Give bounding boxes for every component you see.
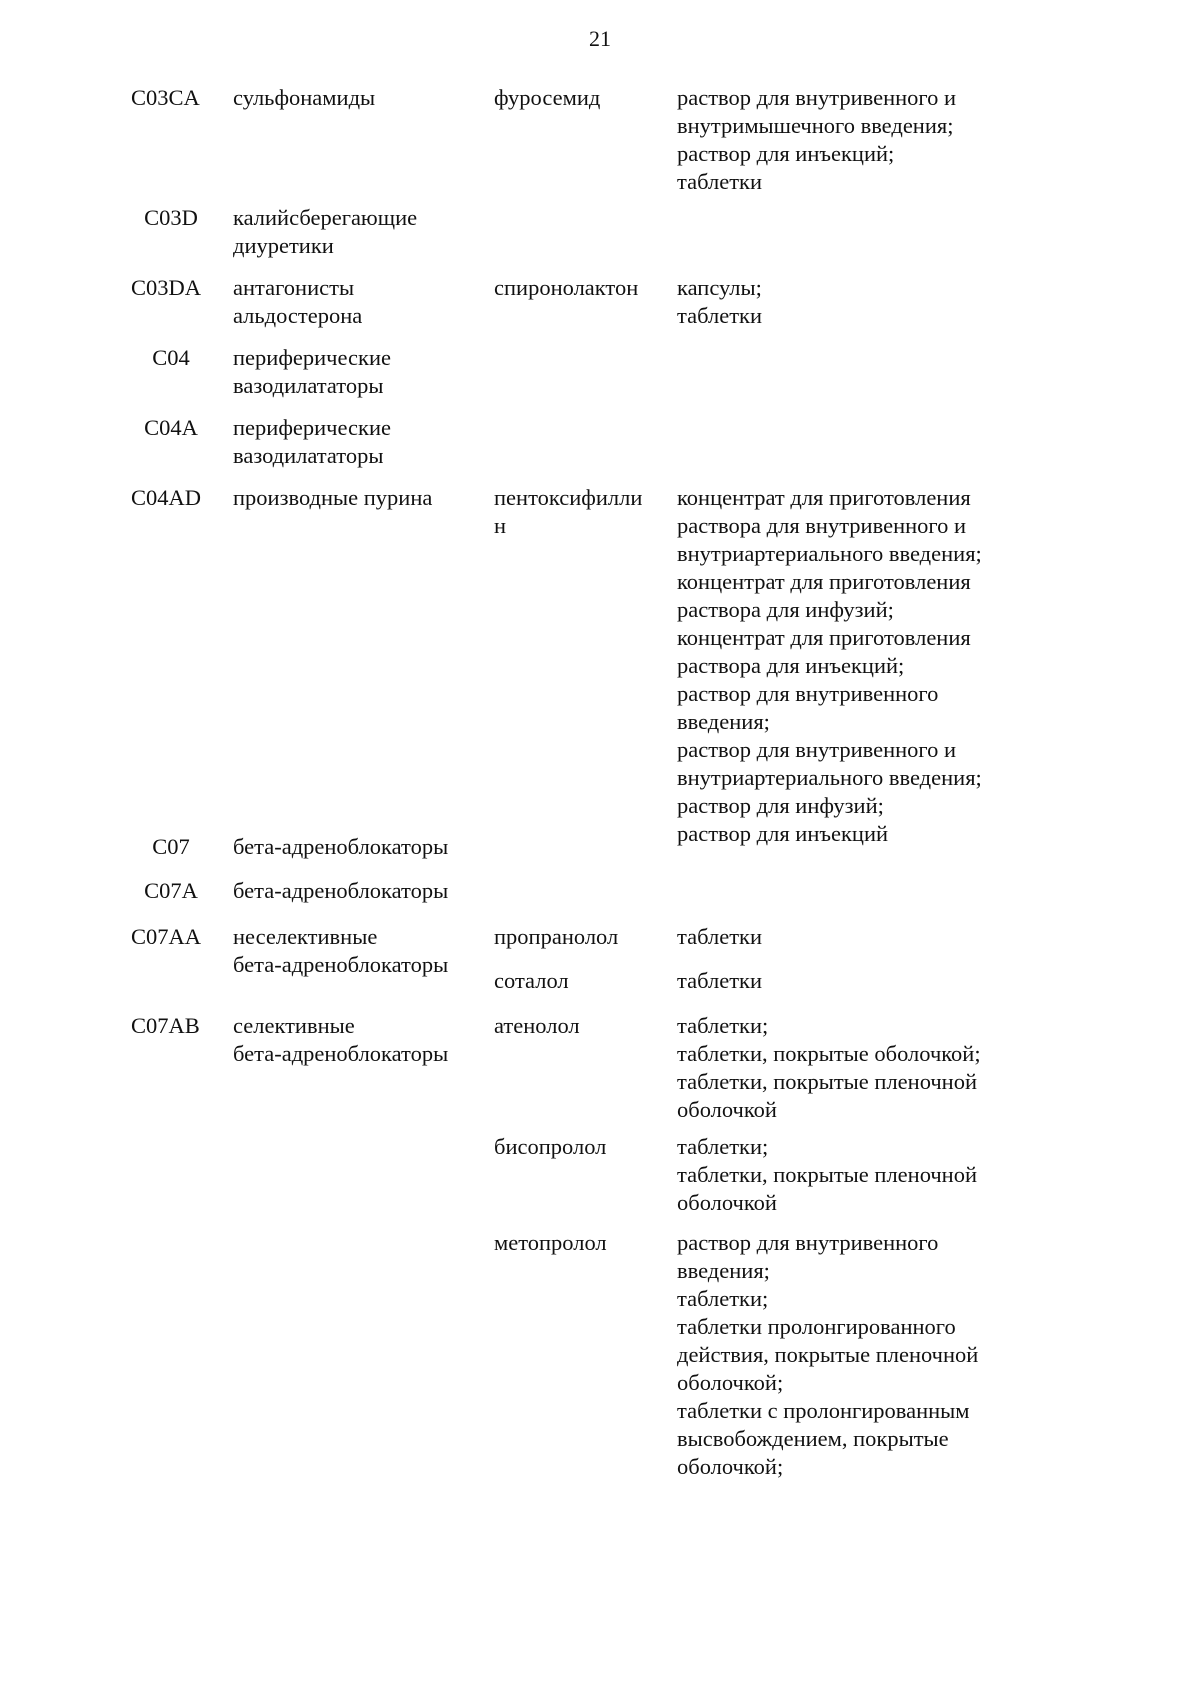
dosage-forms-line: внутриартериального введения; [677, 541, 982, 566]
dosage-forms-cell [677, 274, 1037, 330]
group-name-line: антагонисты [233, 275, 355, 300]
group-name-line: производные пурина [233, 485, 433, 510]
group-name-cell [233, 84, 483, 112]
atc-code-cell: C07 [152, 834, 190, 859]
drug-name-line: атенолол [494, 1013, 580, 1038]
atc-code-cell: C03CA [131, 85, 200, 110]
group-name-line: альдостерона [233, 303, 363, 328]
group-name-cell [233, 833, 483, 861]
atc-code-cell: C04 [152, 345, 190, 370]
dosage-forms-line: таблетки [677, 968, 763, 993]
dosage-forms-line: таблетки; [677, 1013, 769, 1038]
dosage-forms-line: введения; [677, 709, 770, 734]
drug-name-cell [494, 484, 664, 540]
dosage-forms-line: раствор для внутривенного и [677, 737, 957, 762]
dosage-forms-line: раствор для внутривенного [677, 1230, 939, 1255]
dosage-forms-line: капсулы; [677, 275, 762, 300]
drug-name-line: н [494, 513, 507, 538]
drug-name-cell [494, 274, 664, 302]
dosage-forms-line: раствор для инъекций; [677, 141, 895, 166]
group-name-cell [233, 923, 483, 979]
dosage-forms-line: введения; [677, 1258, 770, 1283]
drug-name-line: фуросемид [494, 85, 601, 110]
dosage-forms-line: раствор для инфузий; [677, 793, 884, 818]
group-name-line: вазодилататоры [233, 373, 384, 398]
dosage-forms-line: концентрат для приготовления [677, 625, 971, 650]
dosage-forms-line: высвобождением, покрытые [677, 1426, 949, 1451]
dosage-forms-line: оболочкой [677, 1190, 777, 1215]
dosage-forms-cell [677, 923, 1037, 951]
dosage-forms-line: таблетки пролонгированного [677, 1314, 956, 1339]
dosage-forms-line: таблетки; [677, 1134, 769, 1159]
atc-code-cell: C07A [144, 878, 198, 903]
group-name-line: вазодилататоры [233, 443, 384, 468]
group-name-line: диуретики [233, 233, 334, 258]
dosage-forms-line: раствор для внутривенного и [677, 85, 957, 110]
dosage-forms-line: внутримышечного введения; [677, 113, 954, 138]
dosage-forms-line: раствора для инфузий; [677, 597, 894, 622]
dosage-forms-line: концентрат для приготовления [677, 485, 971, 510]
group-name-cell [233, 1012, 483, 1068]
dosage-forms-line: действия, покрытые пленочной [677, 1342, 979, 1367]
dosage-forms-line: оболочкой; [677, 1370, 784, 1395]
dosage-forms-line: оболочкой [677, 1097, 777, 1122]
group-name-cell [233, 414, 483, 470]
drug-name-cell [494, 1133, 664, 1161]
drug-name-line: соталол [494, 968, 569, 993]
group-name-line: периферические [233, 345, 391, 370]
dosage-forms-line: оболочкой; [677, 1454, 784, 1479]
dosage-forms-line: таблетки, покрытые оболочкой; [677, 1041, 981, 1066]
group-name-line: бета-адреноблокаторы [233, 1041, 449, 1066]
group-name-cell [233, 274, 483, 330]
group-name-line: бета-адреноблокаторы [233, 952, 449, 977]
atc-code-cell: C04AD [131, 485, 202, 510]
dosage-forms-cell [677, 1229, 1037, 1481]
group-name-cell [233, 204, 483, 260]
dosage-forms-line: внутриартериального введения; [677, 765, 982, 790]
dosage-forms-line: раствор для внутривенного [677, 681, 939, 706]
atc-code-cell: C07AB [131, 1013, 200, 1038]
dosage-forms-line: концентрат для приготовления [677, 569, 971, 594]
group-name-line: периферические [233, 415, 391, 440]
drug-name-cell [494, 1012, 664, 1040]
dosage-forms-cell [677, 1133, 1037, 1217]
group-name-line: неселективные [233, 924, 378, 949]
atc-code-cell: C07AA [131, 924, 202, 949]
drug-name-cell [494, 967, 664, 995]
atc-code-cell: C04A [144, 415, 198, 440]
dosage-forms-cell [677, 84, 1037, 196]
drug-name-cell [494, 84, 664, 112]
drug-name-line: пропранолол [494, 924, 619, 949]
group-name-cell [233, 484, 483, 512]
drug-name-line: пентоксифилли [494, 485, 643, 510]
drug-name-cell [494, 1229, 664, 1257]
drug-name-cell [494, 923, 664, 951]
drug-name-line: спиронолактон [494, 275, 639, 300]
dosage-forms-cell [677, 1012, 1037, 1124]
dosage-forms-line: таблетки с пролонгированным [677, 1398, 970, 1423]
dosage-forms-line: таблетки [677, 169, 763, 194]
dosage-forms-line: таблетки [677, 924, 763, 949]
group-name-line: бета-адреноблокаторы [233, 878, 449, 903]
atc-code-cell: C03D [144, 205, 198, 230]
atc-code-cell: C03DA [131, 275, 202, 300]
group-name-cell [233, 344, 483, 400]
dosage-forms-line: раствора для внутривенного и [677, 513, 966, 538]
group-name-line: сульфонамиды [233, 85, 376, 110]
dosage-forms-line: раствор для инъекций [677, 821, 889, 846]
dosage-forms-cell [677, 967, 1037, 995]
group-name-line: калийсберегающие [233, 205, 418, 230]
drug-name-line: бисопролол [494, 1134, 607, 1159]
dosage-forms-line: раствора для инъекций; [677, 653, 905, 678]
dosage-forms-line: таблетки; [677, 1286, 769, 1311]
group-name-line: бета-адреноблокаторы [233, 834, 449, 859]
dosage-forms-line: таблетки [677, 303, 763, 328]
group-name-line: селективные [233, 1013, 355, 1038]
dosage-forms-line: таблетки, покрытые пленочной [677, 1069, 978, 1094]
dosage-forms-cell [677, 484, 1037, 848]
drug-name-line: метопролол [494, 1230, 607, 1255]
dosage-forms-line: таблетки, покрытые пленочной [677, 1162, 978, 1187]
page-number: 21 [589, 26, 611, 51]
group-name-cell [233, 877, 483, 905]
